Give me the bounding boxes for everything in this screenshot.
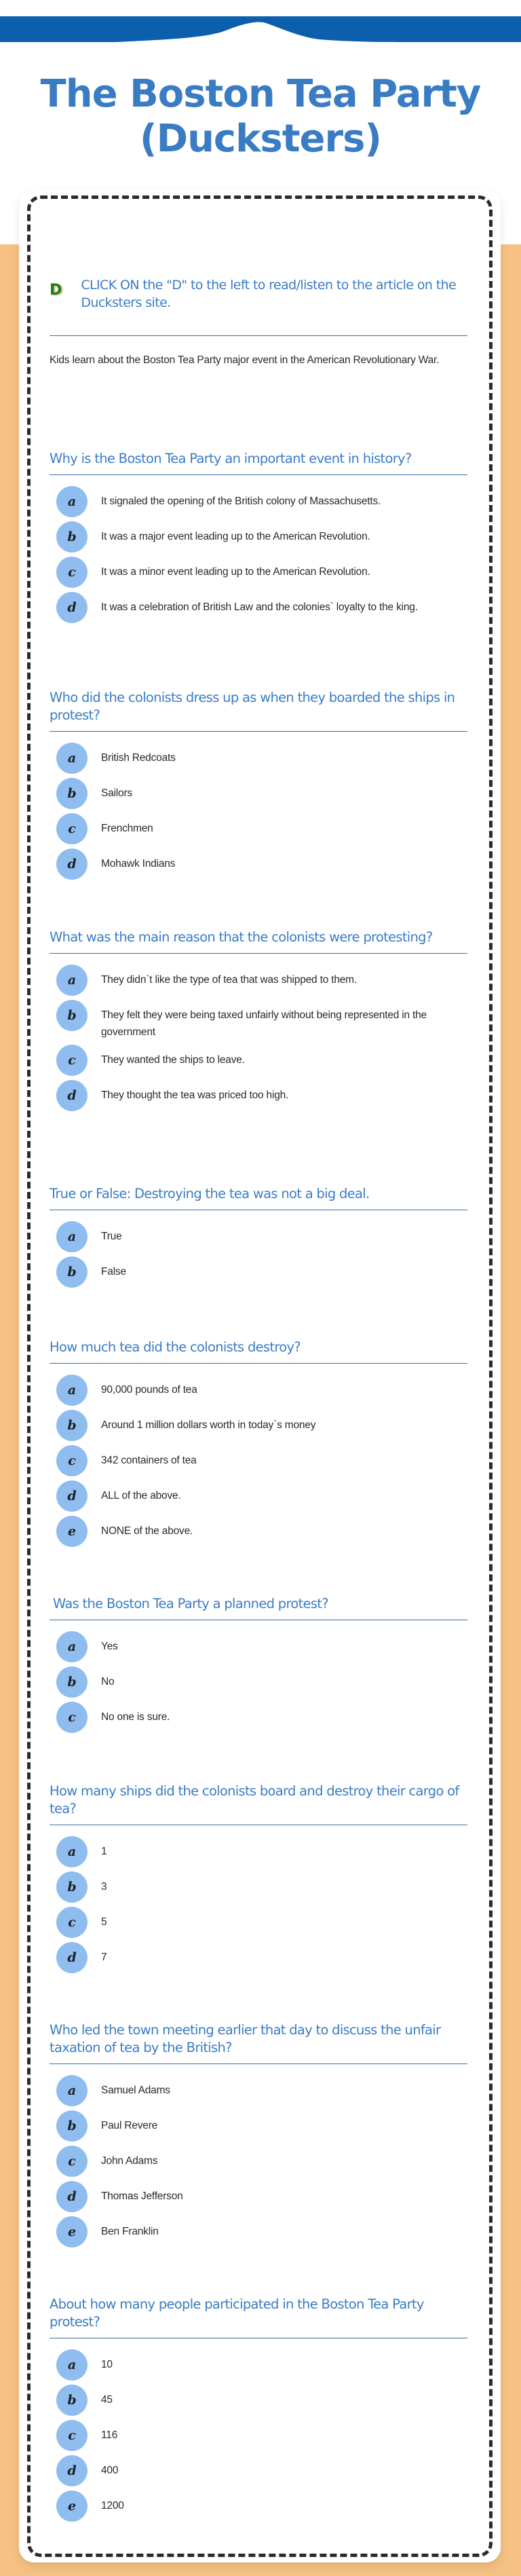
question-3 (50, 929, 467, 1115)
title-line-1: The Boston Tea Party (40, 72, 481, 116)
ducksters-instruction: CLICK ON the "D" to the left to read/listen to the article on the Ducksters site. (81, 278, 457, 310)
option-text: It was a celebration of British Law and the colonies` loyalty to the king. (101, 601, 418, 613)
option-letter-bubble[interactable]: e (56, 2216, 88, 2247)
option-text: Sailors (101, 787, 132, 799)
title-line-2: (Ducksters) (139, 117, 381, 161)
question-1 (50, 450, 467, 627)
option-letter-bubble[interactable]: a (56, 2349, 88, 2381)
header-band (0, 16, 521, 42)
question-text: Why is the Boston Tea Party an important event in history? (50, 450, 467, 475)
option-letter-bubble[interactable]: a (56, 1631, 88, 1662)
answer-option-d[interactable] (50, 1080, 467, 1111)
ducksters-link-row (50, 276, 471, 312)
answer-option-b[interactable] (50, 521, 467, 553)
answer-option-a[interactable] (50, 965, 467, 996)
option-letter-bubble[interactable]: e (56, 2490, 88, 2522)
option-text: British Redcoats (101, 752, 176, 764)
option-letter-bubble[interactable]: a (56, 1375, 88, 1406)
option-text: Ben Franklin (101, 2226, 159, 2237)
question-6 (50, 1595, 467, 1737)
option-text: 3 (101, 1881, 107, 1892)
option-letter-bubble[interactable]: b (56, 2110, 88, 2142)
option-text: Yes (101, 1641, 118, 1652)
option-text: 10 (101, 2359, 113, 2370)
article-description: Kids learn about the Boston Tea Party major event in the American Revolutionary War. (50, 354, 440, 366)
answer-option-a[interactable] (50, 1836, 467, 1867)
option-letter-bubble[interactable]: b (56, 1410, 88, 1441)
option-text: They thought the tea was priced too high. (101, 1089, 289, 1101)
answer-option-e[interactable] (50, 1516, 467, 1547)
option-text: No one is sure. (101, 1711, 170, 1723)
option-text: It was a major event leading up to the American Revolution. (101, 531, 370, 542)
question-7 (50, 1782, 467, 1977)
question-2 (50, 689, 467, 884)
option-text: 1 (101, 1846, 107, 1857)
question-text: Who did the colonists dress up as when they boarded the ships in protest? (50, 689, 467, 732)
answer-option-c[interactable] (50, 1445, 467, 1476)
answer-option-a[interactable] (50, 486, 467, 517)
option-letter-bubble[interactable]: c (56, 2420, 88, 2451)
answer-option-a[interactable] (50, 1375, 467, 1406)
option-letter-bubble[interactable]: a (56, 965, 88, 996)
option-letter-bubble[interactable]: c (56, 557, 88, 588)
answer-option-b[interactable] (50, 1871, 467, 1903)
option-letter-bubble[interactable]: d (56, 592, 88, 623)
option-text: 116 (101, 2429, 118, 2441)
option-text: Mohawk Indians (101, 858, 176, 870)
answer-option-d[interactable] (50, 2181, 467, 2212)
option-letter-bubble[interactable]: b (56, 1871, 88, 1903)
option-text: It was a minor event leading up to the American Revolution. (101, 566, 370, 578)
option-letter-bubble[interactable]: b (56, 521, 88, 553)
answer-option-b[interactable] (50, 1410, 467, 1441)
question-8 (50, 2021, 467, 2252)
answer-option-b[interactable] (50, 1666, 467, 1698)
answer-option-d[interactable] (50, 2455, 467, 2486)
option-letter-bubble[interactable]: e (56, 1516, 88, 1547)
option-text: 45 (101, 2394, 113, 2406)
option-letter-bubble[interactable]: b (56, 1256, 88, 1288)
option-letter-bubble[interactable]: d (56, 2455, 88, 2486)
answer-option-d[interactable] (50, 1942, 467, 1973)
answer-option-b[interactable] (50, 1000, 467, 1041)
option-text: Around 1 million dollars worth in today`s money (101, 1419, 316, 1431)
answer-option-c[interactable] (50, 1702, 467, 1733)
answer-option-a[interactable] (50, 743, 467, 774)
option-letter-bubble[interactable]: d (56, 1480, 88, 1512)
answer-option-a[interactable] (50, 1631, 467, 1662)
option-letter-bubble[interactable]: a (56, 1221, 88, 1252)
option-text: Frenchmen (101, 823, 153, 834)
answer-option-c[interactable] (50, 557, 467, 588)
answer-option-c[interactable] (50, 2146, 467, 2177)
answer-option-d[interactable] (50, 592, 467, 623)
question-text: Who led the town meeting earlier that day to discuss the unfair taxation of tea by the British? (50, 2021, 467, 2064)
option-text: 342 containers of tea (101, 1455, 197, 1466)
option-letter-bubble[interactable]: c (56, 1907, 88, 1938)
option-text: Samuel Adams (101, 2085, 170, 2096)
option-letter-bubble[interactable]: c (56, 813, 88, 844)
option-text: 5 (101, 1916, 107, 1928)
option-letter-bubble[interactable]: b (56, 1666, 88, 1698)
option-text: 7 (101, 1952, 107, 1963)
answer-option-c[interactable] (50, 2420, 467, 2451)
answer-option-b[interactable] (50, 778, 467, 809)
option-letter-bubble[interactable]: d (56, 1080, 88, 1111)
option-text: True (101, 1231, 122, 1242)
page-title (0, 72, 521, 162)
option-text: 1200 (101, 2500, 124, 2512)
option-text: They felt they were being taxed unfairly without being represented in the government (101, 1009, 427, 1038)
question-text: About how many people participated in the Boston Tea Party protest? (50, 2296, 467, 2338)
option-letter-bubble[interactable]: b (56, 2385, 88, 2416)
option-letter-bubble[interactable]: c (56, 1702, 88, 1733)
ducksters-d-logo-icon[interactable]: D (50, 282, 62, 299)
answer-option-b[interactable] (50, 2110, 467, 2142)
answer-option-b[interactable] (50, 2385, 467, 2416)
option-text: False (101, 1266, 126, 1277)
option-text: 90,000 pounds of tea (101, 1384, 197, 1396)
option-letter-bubble[interactable]: a (56, 743, 88, 774)
answer-option-d[interactable] (50, 1480, 467, 1512)
option-text: John Adams (101, 2155, 158, 2167)
option-text: Paul Revere (101, 2120, 158, 2131)
option-text: They didn`t like the type of tea that was shipped to them. (101, 974, 357, 986)
option-text: ALL of the above. (101, 1490, 181, 1501)
option-letter-bubble[interactable]: b (56, 778, 88, 809)
question-text: Was the Boston Tea Party a planned protest? (50, 1595, 467, 1620)
option-letter-bubble[interactable]: b (56, 1000, 88, 1031)
question-text: How much tea did the colonists destroy? (50, 1339, 467, 1364)
option-letter-bubble[interactable]: c (56, 2146, 88, 2177)
answer-option-c[interactable] (50, 1907, 467, 1938)
answer-option-a[interactable] (50, 2075, 467, 2106)
option-letter-bubble[interactable]: d (56, 2181, 88, 2212)
answer-option-e[interactable] (50, 2216, 467, 2247)
answer-option-c[interactable] (50, 813, 467, 844)
intro-divider (50, 335, 467, 336)
option-text: Thomas Jefferson (101, 2190, 183, 2202)
question-9 (50, 2296, 467, 2526)
answer-option-e[interactable] (50, 2490, 467, 2522)
question-4 (50, 1185, 467, 1292)
option-letter-bubble[interactable]: c (56, 1045, 88, 1076)
option-letter-bubble[interactable]: a (56, 1836, 88, 1867)
answer-option-c[interactable] (50, 1045, 467, 1076)
header-peak-decoration (0, 16, 521, 42)
question-text: True or False: Destroying the tea was not a big deal. (50, 1185, 467, 1210)
question-text: What was the main reason that the colonists were protesting? (50, 929, 467, 954)
answer-option-a[interactable] (50, 2349, 467, 2381)
answer-option-a[interactable] (50, 1221, 467, 1252)
option-text: No (101, 1676, 115, 1687)
answer-option-b[interactable] (50, 1256, 467, 1288)
option-text: They wanted the ships to leave. (101, 1054, 245, 1066)
option-text: It signaled the opening of the British colony of Massachusetts. (101, 496, 381, 507)
option-letter-bubble[interactable]: d (56, 1942, 88, 1973)
question-5 (50, 1339, 467, 1551)
option-text: 400 (101, 2465, 119, 2476)
option-letter-bubble[interactable]: d (56, 848, 88, 880)
option-letter-bubble[interactable]: c (56, 1445, 88, 1476)
question-text: How many ships did the colonists board and destroy their cargo of tea? (50, 1782, 467, 1825)
option-letter-bubble[interactable]: a (56, 486, 88, 517)
option-letter-bubble[interactable]: a (56, 2075, 88, 2106)
option-text: NONE of the above. (101, 1525, 193, 1537)
answer-option-d[interactable] (50, 848, 467, 880)
